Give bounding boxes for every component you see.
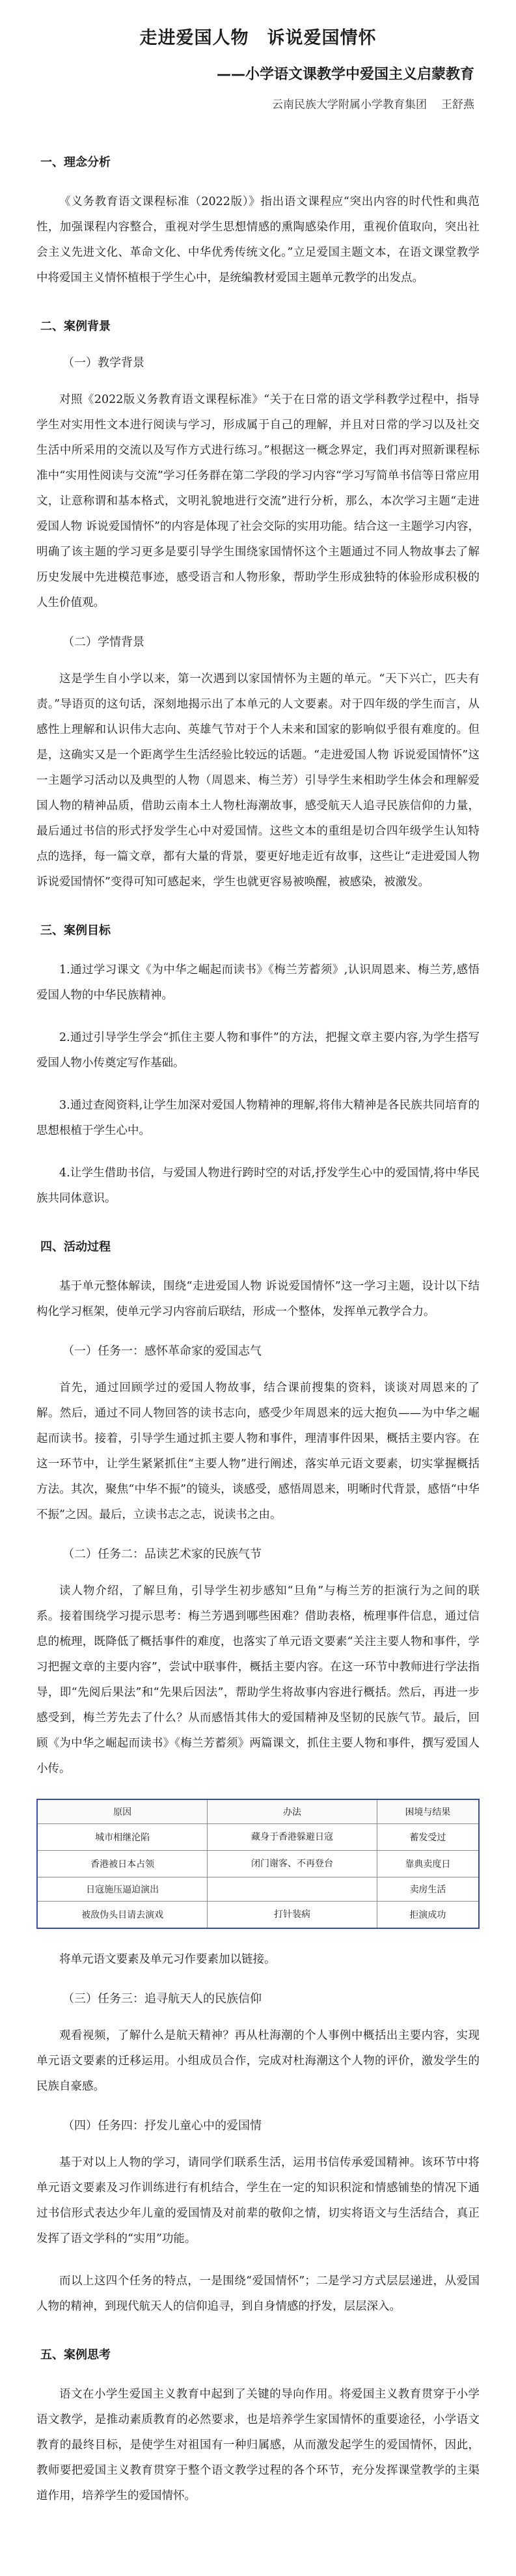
title-part-2: 诉说爱国情怀 <box>267 28 377 48</box>
page-title <box>36 23 480 49</box>
table-cell: 被敌伪头目请去演戏 <box>37 1902 208 1929</box>
author-line <box>36 95 480 111</box>
paragraph: 《义务教育语文课程标准（2022版）》指出语文课程应“突出内容的时代性和典范性，加强课程内容整合，重视对学生思想情感的熏陶感染作用，重视价值取向，突出社会主义先进文化、革命文化、中华优秀传统文化。”立足爱国主题文本，在语文课堂教学中将爱国主义情怀植根于学生心中，是统编教材爱国主题单元教学的出发点。 <box>36 195 480 284</box>
table-cell <box>208 1877 377 1902</box>
goal-item: 1.通过学习课文《为中华之崛起而读书》《梅兰芳蓄须》,认识周恩来、梅兰芳,感悟爱国人物的中华民族精神。 <box>36 963 480 1002</box>
title-part-1: 走进爱国人物 <box>139 28 249 48</box>
table-cell: 卖房生活 <box>377 1877 479 1902</box>
section-heading-reflection: 五、案例思考 <box>40 2348 111 2362</box>
task-heading-2: （二）任务二：品读艺术家的民族气节 <box>62 1547 262 1561</box>
task-heading-1: （一）任务一：感怀革命家的爱国志气 <box>62 1344 262 1358</box>
table-header-cell: 原因 <box>37 1799 208 1824</box>
table-row <box>37 1851 479 1877</box>
author-name: 王舒燕 <box>441 98 474 111</box>
table-cell: 藏身于香港躲避日寇 <box>208 1824 377 1851</box>
table-cell: 城市相继沦陷 <box>37 1824 208 1851</box>
task-heading-4: （四）任务四：抒发儿童心中的爱国情 <box>62 2119 262 2133</box>
table-header-row <box>37 1799 479 1824</box>
section-heading-process: 四、活动过程 <box>40 1240 111 1254</box>
goal-item: 3.通过查阅资料,让学生加深对爱国人物精神的理解,将伟大精神是各民族共同培育的思想根植于学生心中。 <box>36 1099 480 1137</box>
table-cell: 闭门谢客、不再登台 <box>208 1851 377 1877</box>
table-row <box>37 1877 479 1902</box>
section-heading-background: 二、案例背景 <box>40 320 111 333</box>
table-header-cell: 办法 <box>208 1799 377 1824</box>
table-header-cell: 困境与结果 <box>377 1799 479 1824</box>
table-cell: 拒演成功 <box>377 1902 479 1929</box>
section-heading-concept: 一、理念分析 <box>40 156 111 169</box>
table-cell: 蓄发受过 <box>377 1824 479 1851</box>
goal-item: 2.通过引导学生学会“抓住主要人物和事件”的方法，把握文章主要内容,为学生搭写爱国人物小传奠定写作基础。 <box>36 1031 480 1070</box>
goal-item: 4.让学生借助书信，与爱国人物进行跨时空的对话,抒发学生心中的爱国情,将中华民族共同体意识。 <box>36 1167 480 1205</box>
paragraph: 将单元语文要素及单元习作要素加以链接。 <box>59 1953 276 1966</box>
table-cell: 打针装病 <box>208 1902 377 1929</box>
table-cell: 靠典卖度日 <box>377 1851 479 1877</box>
paragraph: 这是学生自小学以来，第一次遇到以家国情怀为主题的单元。“天下兴亡，匹夫有责。”导语页的这句话，深刻地揭示出了本单元的人文要素。对于四年级的学生而言，从感性上理解和认识伟大志向、英雄气节对于个人未来和国家的影响似乎很有难度的。但是，这确实又是一个距离学生生活经验比较远的话题。“走进爱国人物 诉说爱国情怀”这一主题学习活动以及典型的人物（周恩来、梅兰芳）引导学生来相助学生体会和理解爱国人物的精神品质，借助云南本土人物杜海潮故事，感受航天人追寻民族信仰的力量，最后通过书信的形式抒发学生心中对爱国情。这些文本的重组是切合四年级学生认知特点的选择，每一篇文章，都有大量的背景，要更好地走近有故事，这些让“走进爱国人物 诉说爱国情怀”变得可知可感起来，学生也就更容易被唤醒，被感染，被激发。 <box>36 672 480 889</box>
page-subtitle: ——小学语文课教学中爱国主义启蒙教育 <box>216 66 474 83</box>
table-row <box>37 1824 479 1851</box>
subsection-heading-learner-background: （二）学情背景 <box>62 635 144 649</box>
section-heading-goals: 三、案例目标 <box>40 924 111 937</box>
author-organization: 云南民族大学附属小学教育集团 <box>272 98 427 111</box>
task-heading-3: （三）任务三：追寻航天人的民族信仰 <box>62 1992 262 2006</box>
paragraph: 对照《2022版义务教育语文课程标准》“关于在日常的语文学科教学过程中，指导学生对实用性文本进行阅读与学习，形成属于自己的理解，并且对日常的学习以及社交生活中所采用的交流以及写作方式进行练习。”根据这一概念界定，我们再对照新课程标准中“实用性阅读与交流”学习任务群在第二学段的学习内容“学习写简单书信等日常应用文，让意称谓和基本格式，文明礼貌地进行交流”进行分析，那么，本次学习主题“走进爱国人物 诉说爱国情怀”的内容是体现了社会交际的实用功能。结合这一主题学习内容，明确了该主题的学习更多是要引导学生围绕家国情怀这个主题通过不同人物故事去了解历史发展中先进模范事迹，感受语言和人物形象，帮助学生形成独特的体验形成积极的人生价值观。 <box>36 393 480 609</box>
subsection-heading-teaching-background: （一）教学背景 <box>62 356 144 370</box>
paragraph: 基于对以上人物的学习，请同学们联系生活，运用书信传承爱国精神。该环节中将单元语文要素及习作训练进行有机结合，学生在一定的知识积淀和情感铺垫的情况下通过书信形式表达少年儿童的爱国情及对前辈的敬仰之情，切实将语文与生活结合，真正发挥了语文学科的“实用”功能。 <box>36 2156 480 2245</box>
table-cell: 香港被日本占领 <box>37 1851 208 1877</box>
paragraph: 观看视频，了解什么是航天精神？再从杜海潮的个人事例中概括出主要内容，实现单元语文要素的迁移运用。小组成员合作，完成对杜海潮这个人物的评价，激发学生的民族自豪感。 <box>36 2029 480 2093</box>
table-cell: 日寇施压逼迫演出 <box>37 1877 208 1902</box>
table-row <box>37 1902 479 1929</box>
paragraph: 而以上这四个任务的特点，一是围绕“爱国情怀”；二是学习方式层层递进，从爱国人物的精神，到现代航天人的信仰追寻，到自身情感的抒发，层层深入。 <box>36 2275 480 2313</box>
event-summary-table <box>36 1799 480 1929</box>
paragraph: 语文在小学生爱国主义教育中起到了关键的导向作用。将爱国主义教育贯穿于小学语文教学，是推动素质教育的必然要求，也是培养学生家国情怀的重要途径，小学语文教育的最终目标，是使学生对祖国有一种归属感，从而激发起学生的爱国情怀，因此，教师要把爱国主义教育贯穿于整个语文教学过程的各个环节，充分发挥课堂教学的主渠道作用，培养学生的爱国情怀。 <box>36 2388 480 2502</box>
paragraph: 读人物介绍，了解旦角，引导学生初步感知“旦角”与梅兰芳的拒演行为之间的联系。接着围绕学习提示思考：梅兰芳遇到哪些困难？借助表格，梳理事件信息，通过信息的梳理，既降低了概括事件的难度，也落实了单元语文要素“关注主要人物和事件，学习把握文章的主要内容”，尝试中联事件，概括主要内容。在这一环节中教师进行学法指导，即“先阅后果法”和“先果后因法”，帮助学生将故事内容进行概括。然后，再进一步感受到，梅兰芳先去了什么？从而感悟其伟大的爱国精神及坚韧的民族气节。最后，回顾《为中华之崛起而读书》《梅兰芳蓄须》两篇课文，抓住主要人物和事件，撰写爱国人小传。 <box>36 1585 480 1775</box>
paragraph: 基于单元整体解读，围绕“走进爱国人物 诉说爱国情怀”这一学习主题，设计以下结构化学习框架，使单元学习内容前后联结，形成一个整体，发挥单元教学合力。 <box>36 1280 480 1318</box>
paragraph: 首先，通过回顾学过的爱国人物故事，结合课前搜集的资料，谈谈对周恩来的了解。然后，通过不同人物回答的读书志向，感受少年周恩来的远大抱负——为中华之崛起而读书。接着，引导学生通过抓主要人物和事件，理清事件因果，概括主要内容。在这一环节中，让学生紧紧抓住“主要人物”进行阐述，落实单元语文要素，切实掌握概括方法。其次，聚焦“中华不振”的镜头，谈感受，感悟周恩来，明晰时代背景，感悟“中华不振”之因。最后，立读书志之志，说读书之由。 <box>36 1381 480 1521</box>
